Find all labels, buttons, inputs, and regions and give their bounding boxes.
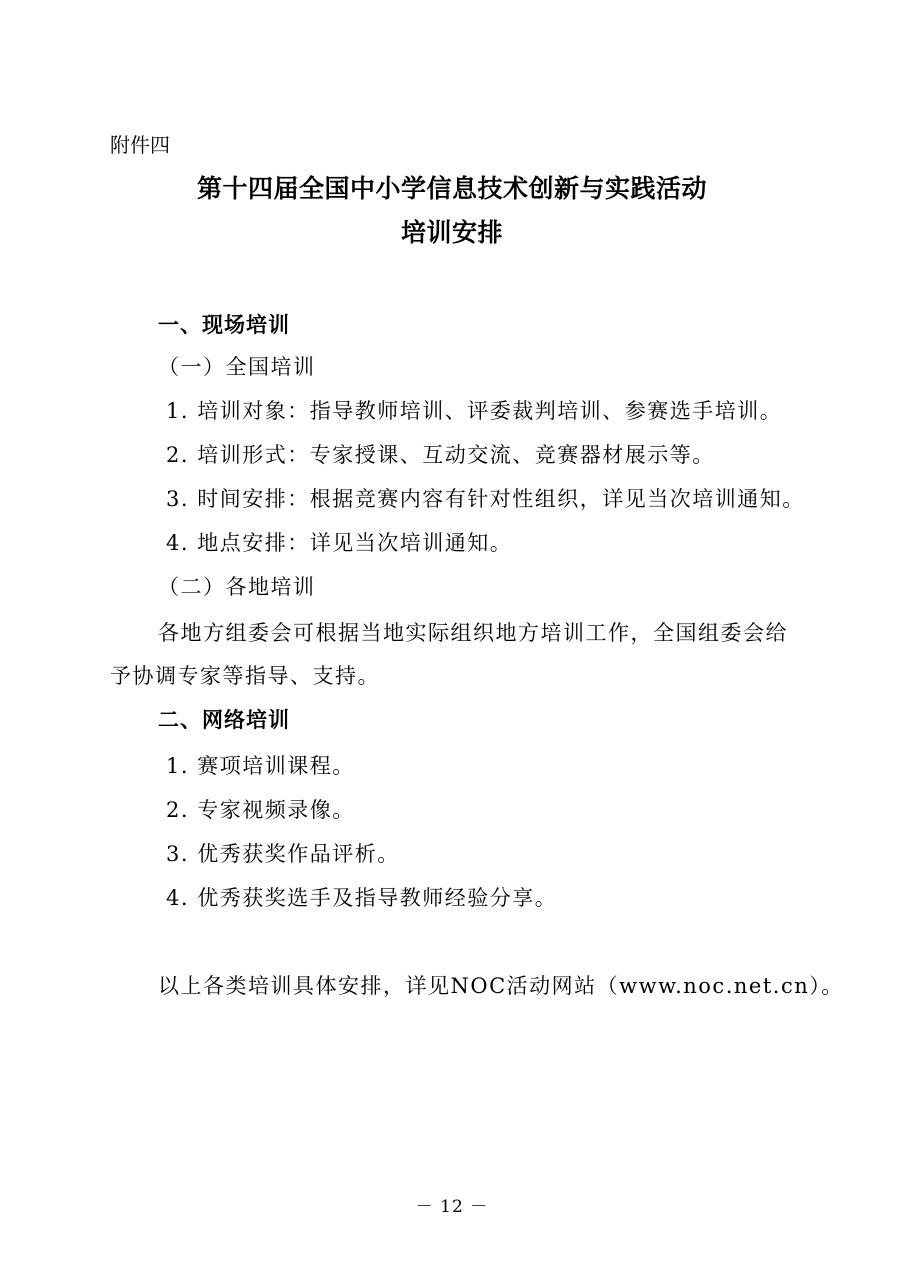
subsection-heading-local-training: （二）各地培训	[158, 575, 316, 599]
document-title-line-2: 培训安排	[400, 218, 503, 247]
document-title-line-1: 第十四届全国中小学信息技术创新与实践活动	[196, 174, 707, 203]
attachment-label: 附件四	[110, 133, 170, 157]
list-item: 4. 优秀获奖选手及指导教师经验分享。	[166, 886, 558, 910]
list-item: 1. 赛项培训课程。	[166, 754, 355, 778]
paragraph-line: 予协调专家等指导、支持。	[110, 664, 380, 688]
subsection-heading-national-training: （一）全国培训	[158, 355, 316, 379]
paragraph-line: 各地方组委会可根据当地实际组织地方培训工作，全国组委会给	[158, 621, 788, 645]
list-item: 3. 时间安排：根据竞赛内容有针对性组织，详见当次培训通知。	[166, 487, 805, 511]
section-heading-online-training: 二、网络培训	[158, 707, 290, 732]
page-number: － 12 －	[415, 1197, 489, 1217]
list-item: 2. 培训形式：专家授课、互动交流、竞赛器材展示等。	[166, 443, 715, 467]
closing-note: 以上各类培训具体安排，详见NOC活动网站（www.noc.net.cn）。	[158, 974, 844, 998]
list-item: 1. 培训对象：指导教师培训、评委裁判培训、参赛选手培训。	[166, 399, 783, 423]
section-heading-onsite-training: 一、现场培训	[158, 312, 290, 337]
list-item: 4. 地点安排：详见当次培训通知。	[166, 531, 513, 555]
list-item: 3. 优秀获奖作品评析。	[166, 842, 400, 866]
list-item: 2. 专家视频录像。	[166, 798, 355, 822]
